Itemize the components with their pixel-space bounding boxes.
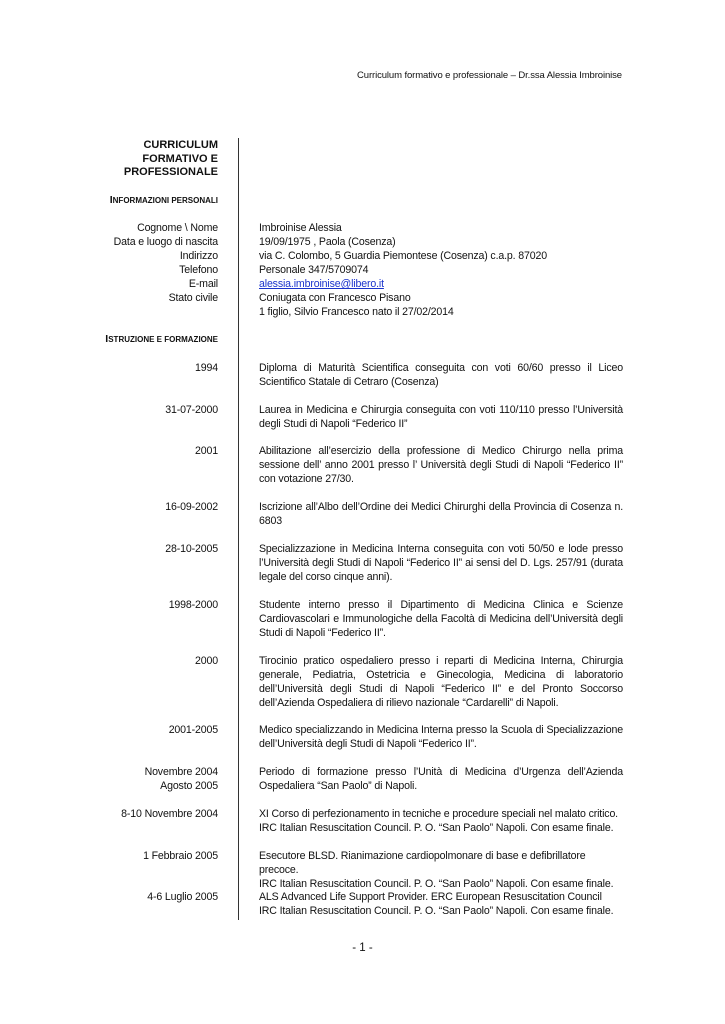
section-heading-education: ISTRUZIONE E FORMAZIONE xyxy=(105,333,218,345)
cv-title xyxy=(124,139,218,180)
edu-date: 8-10 Novembre 2004 xyxy=(121,808,218,820)
cv-title-line: FORMATIVO E xyxy=(142,152,218,165)
personal-values xyxy=(259,221,623,319)
label-email: E-mail xyxy=(188,278,218,290)
cv-title-line: PROFESSIONALE xyxy=(123,166,218,178)
page-number: - 1 - xyxy=(352,942,373,954)
edu-text: Iscrizione all’Albo dell’Ordine dei Medici Chirurghi della Provincia di Cosenza n. 6803 xyxy=(259,501,623,527)
value-children: 1 figlio, Silvio Francesco nato il 27/02/2014 xyxy=(259,306,454,318)
edu-text: Studente interno presso il Dipartimento di Medicina Clinica e Scienze Cardiovascolari e Immunologiche della Facoltà di Medicina dell’Università degli Studi di Napoli “Federico II”. xyxy=(259,599,623,639)
label-civil-status: Stato civile xyxy=(168,292,218,304)
label-address: Indirizzo xyxy=(179,250,218,262)
column-divider xyxy=(238,138,239,920)
edu-text xyxy=(259,890,623,918)
label-name: Cognome \ Nome xyxy=(137,222,218,234)
edu-date: 2001 xyxy=(195,445,218,457)
edu-text: Diploma di Maturità Scientifica conseguita con voti 60/60 presso il Liceo Scientifico Statale di Cetraro (Cosenza) xyxy=(259,362,623,388)
value-address: via C. Colombo, 5 Guardia Piemontese (Cosenza) c.a.p. 87020 xyxy=(259,250,547,262)
edu-date: 1998-2000 xyxy=(168,599,218,611)
edu-date: 1994 xyxy=(195,362,218,374)
edu-text-line: IRC Italian Resuscitation Council. P. O. “San Paolo” Napoli. Con esame finale. xyxy=(259,905,614,917)
page-header: Curriculum formativo e professionale – Dr.ssa Alessia Imbroinise xyxy=(357,70,622,81)
email-link[interactable]: alessia.imbroinise@libero.it xyxy=(259,278,384,290)
edu-text-line: ALS Advanced Life Support Provider. ERC European Resuscitation Council xyxy=(259,891,602,903)
edu-text: Abilitazione all’esercizio della professione di Medico Chirurgo nella prima sessione dell’ anno 2001 presso l’ Università degli Studi di Napoli “Federico II” con votazione 27/30. xyxy=(259,445,623,485)
edu-date-end: Agosto 2005 xyxy=(160,780,218,792)
edu-text: Periodo di formazione presso l’Unità di Medicina d’Urgenza dell’Azienda Ospedaliera “San Paolo” di Napoli. xyxy=(259,766,623,792)
edu-text-line: Esecutore BLSD. Rianimazione cardiopolmonare di base e defibrillatore precoce. xyxy=(259,850,586,876)
value-birth: 19/09/1975 , Paola (Cosenza) xyxy=(259,236,396,248)
edu-date: 4-6 Luglio 2005 xyxy=(147,891,218,903)
edu-text: Medico specializzando in Medicina Interna presso la Scuola di Specializzazione dell’Università degli Studi di Napoli “Federico II”. xyxy=(259,724,623,750)
edu-date: 1 Febbraio 2005 xyxy=(143,850,218,862)
edu-text-line: XI Corso di perfezionamento in tecniche e procedure speciali nel malato critico. xyxy=(259,808,618,820)
edu-date: 2001-2005 xyxy=(168,724,218,736)
edu-text-line: IRC Italian Resuscitation Council. P. O. “San Paolo” Napoli. Con esame finale. xyxy=(259,822,614,834)
edu-date: 16-09-2002 xyxy=(165,501,218,513)
edu-text: Tirocinio pratico ospedaliero presso i reparti di Medicina Interna, Chirurgia generale, Pediatria, Ostetricia e Ginecologia, Medicina di laboratorio dell’Università degli Studi di Napoli “Federico II” e del Pronto Soccorso dell’Azienda Ospedaliera di rilievo nazionale “Cardarelli” di Napoli. xyxy=(259,655,623,709)
edu-text: Specializzazione in Medicina Interna conseguita con voti 50/50 e lode presso l’Università degli Studi di Napoli “Federico II” ai sensi del D. Lgs. 257/91 (durata legale del corso cinque anni). xyxy=(259,543,623,583)
value-civil-status: Coniugata con Francesco Pisano xyxy=(259,292,411,304)
edu-date-start: Novembre 2004 xyxy=(144,766,218,778)
value-name: Imbroinise Alessia xyxy=(259,222,342,234)
cv-title-line: CURRICULUM xyxy=(143,139,218,151)
personal-labels xyxy=(114,221,218,305)
value-phone: Personale 347/5709074 xyxy=(259,264,369,276)
edu-date: 2000 xyxy=(195,655,218,667)
edu-date: 31-07-2000 xyxy=(165,404,218,416)
label-phone: Telefono xyxy=(179,264,218,276)
edu-date xyxy=(145,765,218,793)
edu-text xyxy=(259,849,623,891)
edu-text: Laurea in Medicina e Chirurgia conseguita con voti 110/110 presso l’Università degli Studi di Napoli “Federico II” xyxy=(259,404,623,430)
label-birth: Data e luogo di nascita xyxy=(113,236,218,248)
section-heading-personal: INFORMAZIONI PERSONALI xyxy=(109,194,218,206)
edu-text-line: IRC Italian Resuscitation Council. P. O. “San Paolo” Napoli. Con esame finale. xyxy=(259,878,614,890)
edu-date: 28-10-2005 xyxy=(165,543,218,555)
edu-text xyxy=(259,807,623,835)
